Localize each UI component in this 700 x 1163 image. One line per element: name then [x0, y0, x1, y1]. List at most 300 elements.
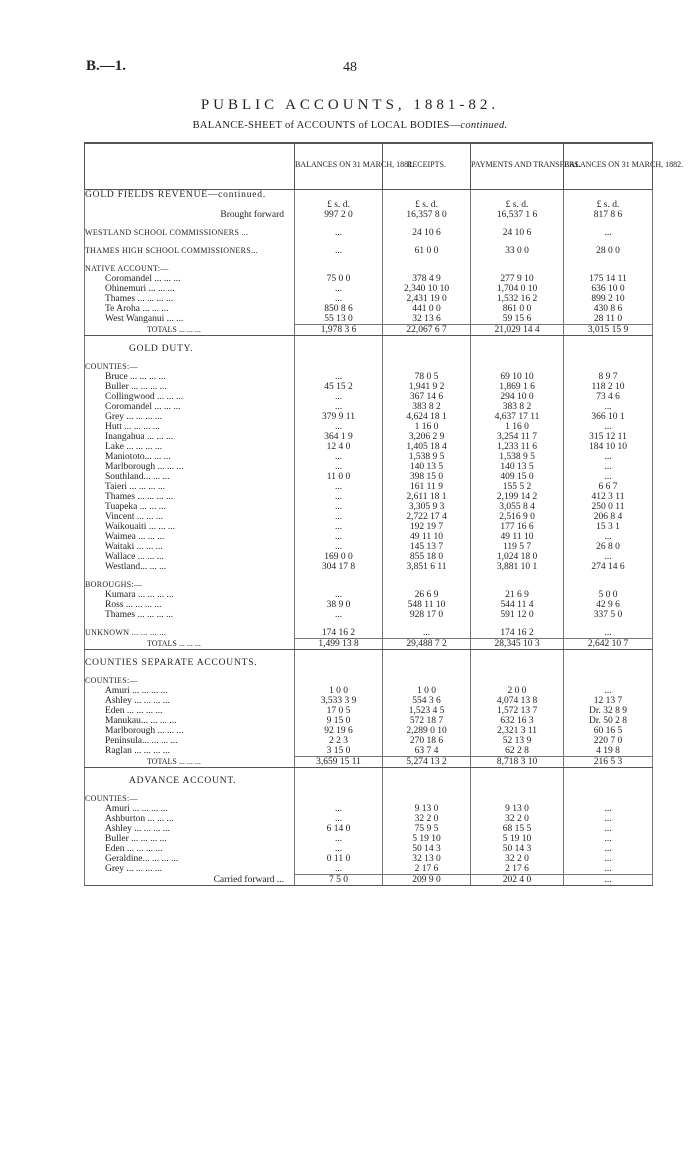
- amount-cell: ...: [295, 844, 383, 854]
- spacer-cell: [295, 572, 383, 580]
- row-label: Amuri ... ... ... ...: [85, 804, 295, 814]
- amount-cell: 9 13 0: [383, 804, 471, 814]
- amount-cell: 2 17 6: [471, 864, 564, 875]
- amount-cell: [383, 676, 471, 686]
- table-row: [85, 462, 653, 472]
- amount-cell: ...: [564, 844, 653, 854]
- row-label: Amuri ... ... ... ...: [85, 686, 295, 696]
- amount-cell: 32 2 0: [471, 814, 564, 824]
- amount-cell: 817 8 6: [564, 210, 653, 220]
- table-row: [85, 562, 653, 572]
- spacer-cell: [564, 354, 653, 362]
- row-label: COUNTIES:—: [85, 362, 295, 372]
- amount-cell: 409 15 0: [471, 472, 564, 482]
- amount-cell: 32 13 6: [383, 314, 471, 325]
- amount-cell: 554 3 6: [383, 696, 471, 706]
- amount-cell: 202 4 0: [471, 875, 564, 886]
- amount-cell: 928 17 0: [383, 610, 471, 620]
- amount-cell: 2 2 3: [295, 736, 383, 746]
- amount-cell: ...: [564, 402, 653, 412]
- document-reference: B.—1.: [86, 58, 127, 74]
- amount-cell: 8,718 3 10: [471, 757, 564, 768]
- row-label: Thames ... ... ... ...: [85, 610, 295, 620]
- table-row: [85, 246, 653, 256]
- table-row: [85, 372, 653, 382]
- amount-cell: 3,659 15 11: [295, 757, 383, 768]
- table-row: [85, 824, 653, 834]
- amount-cell: 997 2 0: [295, 210, 383, 220]
- spacer-cell: [471, 336, 564, 345]
- table-row: [85, 736, 653, 746]
- table-row: [85, 502, 653, 512]
- totals-label: TOTALS ... ... ...: [85, 757, 295, 768]
- balance-sheet-table: [84, 142, 684, 886]
- row-label: Thames ... ... ... ...: [85, 294, 295, 304]
- row-label: Raglan ... ... ... ...: [85, 746, 295, 757]
- amount-cell: 50 14 3: [383, 844, 471, 854]
- spacer-cell: [295, 650, 383, 659]
- amount-cell: [295, 362, 383, 372]
- amount-cell: 2 0 0: [471, 686, 564, 696]
- empty-cell: [471, 776, 564, 786]
- amount-cell: 366 10 1: [564, 412, 653, 422]
- spacer-cell: [564, 768, 653, 777]
- amount-cell: 6 14 0: [295, 824, 383, 834]
- amount-cell: 430 8 6: [564, 304, 653, 314]
- row-label: Lake ... ... ... ...: [85, 442, 295, 452]
- spacer-cell: [471, 572, 564, 580]
- empty-cell: [564, 190, 653, 201]
- amount-cell: ...: [564, 532, 653, 542]
- amount-cell: 16,357 8 0: [383, 210, 471, 220]
- amount-cell: ...: [295, 284, 383, 294]
- table-row: [85, 284, 653, 294]
- spacer-row: [85, 620, 653, 628]
- amount-cell: 175 14 11: [564, 274, 653, 284]
- amount-cell: ...: [295, 834, 383, 844]
- currency-label: £ s. d.: [471, 200, 564, 210]
- empty-cell: [383, 658, 471, 668]
- section-title: ADVANCE ACCOUNT.: [85, 776, 295, 786]
- table-row: [85, 600, 653, 610]
- spacer-cell: [471, 354, 564, 362]
- amount-cell: ...: [295, 246, 383, 256]
- amount-cell: 1,538 9 5: [471, 452, 564, 462]
- row-label: Coromandel ... ... ...: [85, 402, 295, 412]
- amount-cell: ...: [295, 392, 383, 402]
- spacer-cell: [383, 238, 471, 246]
- table-row: [85, 628, 653, 639]
- spacer-cell: [564, 786, 653, 794]
- spacer-cell: [295, 238, 383, 246]
- row-label: Peninsula... ... ... ...: [85, 736, 295, 746]
- amount-cell: 367 14 6: [383, 392, 471, 402]
- amount-cell: ...: [564, 462, 653, 472]
- amount-cell: ...: [295, 228, 383, 238]
- amount-cell: 21,029 14 4: [471, 325, 564, 336]
- row-label: West Wanganui ... ...: [85, 314, 295, 325]
- spacer-cell: [383, 650, 471, 659]
- table-row: [85, 844, 653, 854]
- amount-cell: 1,405 18 4: [383, 442, 471, 452]
- row-label: Marlborough ... ... ...: [85, 726, 295, 736]
- amount-cell: 3 15 0: [295, 746, 383, 757]
- table-row: [85, 532, 653, 542]
- row-label: Ashley ... ... ... ...: [85, 696, 295, 706]
- spacer-cell: [85, 768, 295, 777]
- row-label: Taieri ... ... ... ...: [85, 482, 295, 492]
- amount-cell: 855 18 0: [383, 552, 471, 562]
- amount-cell: 24 10 6: [383, 228, 471, 238]
- amount-cell: 1,941 9 2: [383, 382, 471, 392]
- amount-cell: ...: [564, 814, 653, 824]
- amount-cell: 59 15 6: [471, 314, 564, 325]
- row-label: Geraldine... ... ... ...: [85, 854, 295, 864]
- amount-cell: ...: [295, 294, 383, 304]
- amount-cell: [471, 580, 564, 590]
- spacer-cell: [564, 620, 653, 628]
- spacer-cell: [471, 256, 564, 264]
- amount-cell: ...: [295, 482, 383, 492]
- amount-cell: ...: [564, 824, 653, 834]
- spacer-row: [85, 336, 653, 345]
- table-row: [85, 726, 653, 736]
- amount-cell: 174 16 2: [295, 628, 383, 639]
- amount-cell: 5 19 10: [383, 834, 471, 844]
- amount-cell: [471, 676, 564, 686]
- column-header-payments: PAYMENTS AND TRANSFERS.: [471, 143, 564, 190]
- amount-cell: 33 0 0: [471, 246, 564, 256]
- row-label: Eden ... ... ... ...: [85, 706, 295, 716]
- amount-cell: ...: [564, 452, 653, 462]
- amount-cell: ...: [295, 502, 383, 512]
- amount-cell: [383, 362, 471, 372]
- amount-cell: 383 8 2: [471, 402, 564, 412]
- amount-cell: 155 5 2: [471, 482, 564, 492]
- table-row: [85, 442, 653, 452]
- amount-cell: 73 4 6: [564, 392, 653, 402]
- empty-cell: [564, 344, 653, 354]
- row-label: Collingwood ... ... ...: [85, 392, 295, 402]
- amount-cell: 118 2 10: [564, 382, 653, 392]
- amount-cell: 1,523 4 5: [383, 706, 471, 716]
- table-row: [85, 716, 653, 726]
- amount-cell: 412 3 11: [564, 492, 653, 502]
- spacer-cell: [564, 256, 653, 264]
- amount-cell: ...: [564, 228, 653, 238]
- table-row: [85, 392, 653, 402]
- amount-cell: 209 9 0: [383, 875, 471, 886]
- amount-cell: 26 6 9: [383, 590, 471, 600]
- amount-cell: ...: [295, 522, 383, 532]
- amount-cell: 1,024 18 0: [471, 552, 564, 562]
- spacer-cell: [383, 354, 471, 362]
- amount-cell: 75 0 0: [295, 274, 383, 284]
- table-row: [85, 686, 653, 696]
- table-body: [85, 190, 653, 886]
- amount-cell: 3,015 15 9: [564, 325, 653, 336]
- spacer-cell: [383, 336, 471, 345]
- amount-cell: 337 5 0: [564, 610, 653, 620]
- amount-cell: 5 19 10: [471, 834, 564, 844]
- table-row: [85, 610, 653, 620]
- spacer-row: [85, 238, 653, 246]
- table-row: [85, 274, 653, 284]
- table-header-row: [85, 143, 653, 190]
- table-row: [85, 706, 653, 716]
- amount-cell: 29,488 7 2: [383, 639, 471, 650]
- amount-cell: 4,637 17 11: [471, 412, 564, 422]
- spacer-cell: [85, 256, 295, 264]
- amount-cell: [383, 264, 471, 274]
- amount-cell: ...: [295, 512, 383, 522]
- amount-cell: 591 12 0: [471, 610, 564, 620]
- amount-cell: 206 8 4: [564, 512, 653, 522]
- table-row: [85, 264, 653, 274]
- amount-cell: 24 10 6: [471, 228, 564, 238]
- amount-cell: 2 17 6: [383, 864, 471, 875]
- amount-cell: ...: [295, 402, 383, 412]
- spacer-row: [85, 650, 653, 659]
- amount-cell: 2,722 17 4: [383, 512, 471, 522]
- amount-cell: ...: [564, 834, 653, 844]
- table-row: [85, 412, 653, 422]
- amount-cell: 26 8 0: [564, 542, 653, 552]
- currency-row: [85, 200, 653, 210]
- spacer-cell: [383, 768, 471, 777]
- amount-cell: ...: [295, 864, 383, 875]
- column-header-description: [85, 143, 295, 190]
- table-row: [85, 512, 653, 522]
- row-label: Waikouaiti ... ... ...: [85, 522, 295, 532]
- amount-cell: 3,254 11 7: [471, 432, 564, 442]
- amount-cell: 2,431 19 0: [383, 294, 471, 304]
- spacer-cell: [85, 572, 295, 580]
- amount-cell: 49 11 10: [383, 532, 471, 542]
- row-label: Ross ... ... ... ...: [85, 600, 295, 610]
- table-row: [85, 210, 653, 220]
- spacer-cell: [564, 238, 653, 246]
- table-row: [85, 432, 653, 442]
- totals-label: TOTALS ... ... ...: [85, 639, 295, 650]
- section-title-row: [85, 658, 653, 668]
- row-label: Buller ... ... ... ...: [85, 834, 295, 844]
- spacer-cell: [471, 620, 564, 628]
- table-row: [85, 422, 653, 432]
- spacer-row: [85, 256, 653, 264]
- amount-cell: ...: [564, 804, 653, 814]
- amount-cell: 1,499 13 8: [295, 639, 383, 650]
- spacer-cell: [564, 650, 653, 659]
- amount-cell: 315 12 11: [564, 432, 653, 442]
- spacer-cell: [564, 668, 653, 676]
- amount-cell: 899 2 10: [564, 294, 653, 304]
- currency-label: £ s. d.: [295, 200, 383, 210]
- amount-cell: Dr. 32 8 9: [564, 706, 653, 716]
- amount-cell: 78 0 5: [383, 372, 471, 382]
- amount-cell: 2,611 18 1: [383, 492, 471, 502]
- table-row: [85, 804, 653, 814]
- amount-cell: 12 13 7: [564, 696, 653, 706]
- amount-cell: 161 11 9: [383, 482, 471, 492]
- row-label: Wallace ... ... ...: [85, 552, 295, 562]
- row-label: Te Aroha ... ... ...: [85, 304, 295, 314]
- empty-cell: [85, 200, 295, 210]
- spacer-cell: [383, 786, 471, 794]
- amount-cell: 63 7 4: [383, 746, 471, 757]
- spacer-row: [85, 668, 653, 676]
- amount-cell: 28,345 10 3: [471, 639, 564, 650]
- amount-cell: 1,704 0 10: [471, 284, 564, 294]
- spacer-row: [85, 354, 653, 362]
- amount-cell: 12 4 0: [295, 442, 383, 452]
- section-title-row: [85, 344, 653, 354]
- amount-cell: ...: [564, 854, 653, 864]
- row-label: BOROUGHS:—: [85, 580, 295, 590]
- table-row: [85, 522, 653, 532]
- spacer-row: [85, 768, 653, 777]
- row-label: Inangahua ... ... ...: [85, 432, 295, 442]
- amount-cell: 52 13 9: [471, 736, 564, 746]
- amount-cell: 6 6 7: [564, 482, 653, 492]
- amount-cell: 174 16 2: [471, 628, 564, 639]
- amount-cell: ...: [564, 628, 653, 639]
- section-title: GOLD DUTY.: [85, 344, 295, 354]
- amount-cell: 3,305 9 3: [383, 502, 471, 512]
- row-label: Brought forward: [85, 210, 295, 220]
- amount-cell: 274 14 6: [564, 562, 653, 572]
- amount-cell: 216 5 3: [564, 757, 653, 768]
- amount-cell: 42 9 6: [564, 600, 653, 610]
- spacer-cell: [85, 620, 295, 628]
- table-row: [85, 834, 653, 844]
- amount-cell: 398 15 0: [383, 472, 471, 482]
- spacer-row: [85, 786, 653, 794]
- spacer-cell: [85, 336, 295, 345]
- totals-row: [85, 639, 653, 650]
- spacer-cell: [471, 220, 564, 228]
- amount-cell: 1,572 13 7: [471, 706, 564, 716]
- row-label: Marlborough ... ... ...: [85, 462, 295, 472]
- section-title: GOLD FIELDS REVENUE—continued.: [85, 190, 295, 201]
- amount-cell: 5 0 0: [564, 590, 653, 600]
- spacer-cell: [471, 786, 564, 794]
- row-label: UNKNOWN ... ... ... ...: [85, 628, 295, 639]
- subtitle-main: BALANCE-SHEET of ACCOUNTS of LOCAL BODIES—: [192, 120, 461, 131]
- row-label: Maniototo... ... ...: [85, 452, 295, 462]
- empty-cell: [295, 776, 383, 786]
- section-title-row: [85, 190, 653, 201]
- amount-cell: 1 0 0: [383, 686, 471, 696]
- amount-cell: 1,233 11 6: [471, 442, 564, 452]
- spacer-cell: [295, 256, 383, 264]
- spacer-cell: [85, 786, 295, 794]
- amount-cell: 0 11 0: [295, 854, 383, 864]
- amount-cell: 3,851 6 11: [383, 562, 471, 572]
- amount-cell: 548 11 10: [383, 600, 471, 610]
- row-label: Ashley ... ... ... ...: [85, 824, 295, 834]
- amount-cell: 28 11 0: [564, 314, 653, 325]
- table-row: [85, 304, 653, 314]
- amount-cell: 2,289 0 10: [383, 726, 471, 736]
- table-row: [85, 542, 653, 552]
- amount-cell: 294 10 0: [471, 392, 564, 402]
- amount-cell: 277 9 10: [471, 274, 564, 284]
- totals-label: TOTALS ... ... ...: [85, 325, 295, 336]
- spacer-row: [85, 220, 653, 228]
- row-label: Thames ... ... ... ...: [85, 492, 295, 502]
- spacer-cell: [295, 768, 383, 777]
- amount-cell: 1 16 0: [471, 422, 564, 432]
- amount-cell: 2,516 9 0: [471, 512, 564, 522]
- amount-cell: ...: [295, 804, 383, 814]
- amount-cell: 9 13 0: [471, 804, 564, 814]
- amount-cell: 38 9 0: [295, 600, 383, 610]
- amount-cell: 28 0 0: [564, 246, 653, 256]
- row-label: Waitaki ... ... ...: [85, 542, 295, 552]
- amount-cell: ...: [295, 372, 383, 382]
- spacer-cell: [471, 238, 564, 246]
- amount-cell: ...: [295, 452, 383, 462]
- spacer-cell: [295, 668, 383, 676]
- row-label: Waimea ... ... ...: [85, 532, 295, 542]
- amount-cell: 2,199 14 2: [471, 492, 564, 502]
- spacer-cell: [564, 572, 653, 580]
- amount-cell: 5,274 13 2: [383, 757, 471, 768]
- row-label: Vincent ... ... ...: [85, 512, 295, 522]
- empty-cell: [564, 776, 653, 786]
- amount-cell: 2,340 10 10: [383, 284, 471, 294]
- spacer-cell: [564, 336, 653, 345]
- totals-label: Carried forward ...: [85, 875, 295, 886]
- amount-cell: [295, 794, 383, 804]
- spacer-cell: [295, 354, 383, 362]
- amount-cell: ...: [295, 462, 383, 472]
- amount-cell: [295, 264, 383, 274]
- amount-cell: [383, 580, 471, 590]
- amount-cell: [564, 580, 653, 590]
- amount-cell: ...: [564, 552, 653, 562]
- spacer-cell: [85, 238, 295, 246]
- amount-cell: 32 2 0: [471, 854, 564, 864]
- amount-cell: 32 13 0: [383, 854, 471, 864]
- table-row: [85, 382, 653, 392]
- table-row: [85, 746, 653, 757]
- table-row: [85, 402, 653, 412]
- page-title: PUBLIC ACCOUNTS, 1881-82.: [200, 97, 500, 113]
- table-row: [85, 814, 653, 824]
- amount-cell: 379 9 11: [295, 412, 383, 422]
- amount-cell: 60 16 5: [564, 726, 653, 736]
- spacer-cell: [85, 668, 295, 676]
- amount-cell: 2,321 3 11: [471, 726, 564, 736]
- spacer-cell: [471, 768, 564, 777]
- row-label: Eden ... ... ... ...: [85, 844, 295, 854]
- amount-cell: 4 19 8: [564, 746, 653, 757]
- amount-cell: 92 19 6: [295, 726, 383, 736]
- empty-cell: [383, 190, 471, 201]
- amount-cell: [471, 264, 564, 274]
- table-row: [85, 362, 653, 372]
- amount-cell: 304 17 8: [295, 562, 383, 572]
- amount-cell: ...: [564, 422, 653, 432]
- amount-cell: 544 11 4: [471, 600, 564, 610]
- column-header-balances-1882: BALANCES ON 31 MARCH, 1882.: [564, 143, 653, 190]
- spacer-cell: [383, 256, 471, 264]
- table-row: [85, 472, 653, 482]
- column-header-receipts: RECEIPTS.: [383, 143, 471, 190]
- section-title-row: [85, 776, 653, 786]
